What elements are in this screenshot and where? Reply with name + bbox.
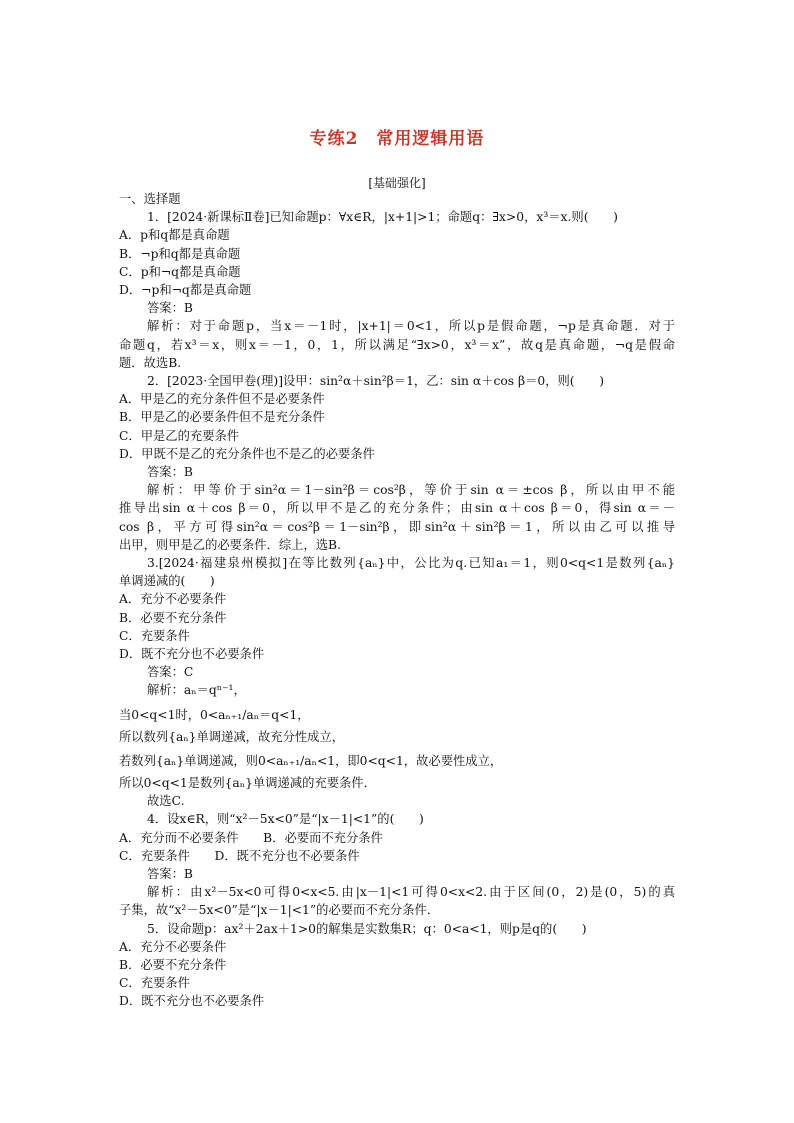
text-line: 解析：由x²－5x<0可得0<x<5.由|x－1|<1可得0<x<2.由于区间(0，2)是(0，5)的真 bbox=[147, 885, 675, 900]
text-line: 2．[2023·全国甲卷(理)]设甲：sin²α＋sin²β＝1，乙：sin α＋cos β＝0，则( ) bbox=[147, 374, 604, 389]
text-line: C．充要条件 bbox=[119, 976, 190, 991]
text-line: 若数列{aₙ}单调递减，则0<aₙ₊₁/aₙ<1，即0<q<1，故必要性成立， bbox=[119, 753, 503, 768]
document-body bbox=[119, 190, 675, 1011]
section-heading: [基础强化] bbox=[368, 176, 426, 190]
text-line: A．充分不必要条件 bbox=[119, 939, 227, 954]
text-line: B．甲是乙的必要条件但不是充分条件 bbox=[119, 410, 325, 425]
text-line: 解析：aₙ＝qⁿ⁻¹， bbox=[147, 683, 246, 698]
text-line: 故选C. bbox=[147, 794, 185, 809]
text-line: A．充分而不必要条件 B．必要而不充分条件 bbox=[119, 830, 383, 845]
text-line: 答案：B bbox=[147, 465, 193, 480]
text-line: 子集，故“x²－5x<0”是“|x－1|<1”的必要而不充分条件． bbox=[119, 903, 440, 918]
text-line: D．甲既不是乙的充分条件也不是乙的必要条件 bbox=[119, 446, 375, 461]
text-line: B．¬p和q都是真命题 bbox=[119, 246, 241, 261]
text-line: D．既不充分也不必要条件 bbox=[119, 647, 265, 662]
text-line: 5．设命题p：ax²＋2ax＋1>0的解集是实数集R；q：0<a<1，则p是q的( ) bbox=[147, 921, 587, 936]
text-line: C．充要条件 bbox=[119, 628, 190, 643]
text-line: 3.[2024·福建泉州模拟]在等比数列{aₙ}中，公比为q.已知a₁＝1，则0<q<1是数列{aₙ} bbox=[147, 556, 675, 571]
text-line: D．既不充分也不必要条件 bbox=[119, 994, 265, 1009]
text-line: 4．设x∈R，则“x²－5x<0”是“|x－1|<1”的( ) bbox=[147, 812, 424, 827]
text-line: 答案：C bbox=[147, 665, 194, 680]
text-line: B．必要不充分条件 bbox=[119, 957, 227, 972]
text-line: 解析：甲等价于sin²α＝1－sin²β＝cos²β，等价于sin α＝±cos β，所以由甲不能 bbox=[147, 483, 675, 498]
page-title: 专练2 常用逻辑用语 bbox=[309, 129, 485, 149]
text-line: 1．[2024·新课标Ⅱ卷]已知命题p：∀x∈R，|x+1|>1；命题q：∃x>0，x³＝x.则( ) bbox=[147, 210, 618, 225]
text-line: D．¬p和¬q都是真命题 bbox=[119, 283, 252, 298]
text-line: 命题q，若x³＝x，则x＝－1，0，1，所以满足“∃x>0，x³＝x”，故q是真命题，¬q是假命 bbox=[119, 337, 675, 352]
text-line: B．必要不充分条件 bbox=[119, 610, 227, 625]
text-line: 当0<q<1时，0<aₙ₊₁/aₙ＝q<1， bbox=[119, 707, 310, 722]
text-line: A．充分不必要条件 bbox=[119, 592, 227, 607]
text-line: A．p和q都是真命题 bbox=[119, 228, 230, 243]
text-line: C．甲是乙的充要条件 bbox=[119, 428, 240, 443]
text-line: 推导出sin α＋cos β＝0，所以甲不是乙的充分条件；由sin α＋cos β＝0，得sin α＝－ bbox=[119, 501, 675, 516]
text-line: 解析：对于命题p，当x＝－1时，|x+1|＝0<1，所以p是假命题，¬p是真命题．对于 bbox=[147, 319, 675, 334]
text-line: 一、选择题 bbox=[119, 192, 181, 206]
text-line: A．甲是乙的充分条件但不是必要条件 bbox=[119, 392, 325, 407]
text-line: 题．故选B. bbox=[119, 355, 182, 370]
text-line: 答案：B bbox=[147, 866, 193, 881]
text-line: 答案：B bbox=[147, 301, 193, 316]
text-line: 出甲，则甲是乙的必要条件．综上，选B. bbox=[119, 537, 341, 552]
text-line: C．充要条件 D．既不充分也不必要条件 bbox=[119, 848, 360, 863]
text-line: 所以0<q<1是数列{aₙ}单调递减的充要条件． bbox=[119, 775, 376, 790]
text-line: cos β，平方可得sin²α＝cos²β＝1－sin²β，即sin²α＋sin²β＝1，所以由乙可以推导 bbox=[119, 519, 675, 534]
text-line: 所以数列{aₙ}单调递减，故充分性成立， bbox=[119, 729, 345, 744]
text-line: 单调递减的( ) bbox=[119, 574, 215, 589]
text-line: C．p和¬q都是真命题 bbox=[119, 264, 241, 279]
